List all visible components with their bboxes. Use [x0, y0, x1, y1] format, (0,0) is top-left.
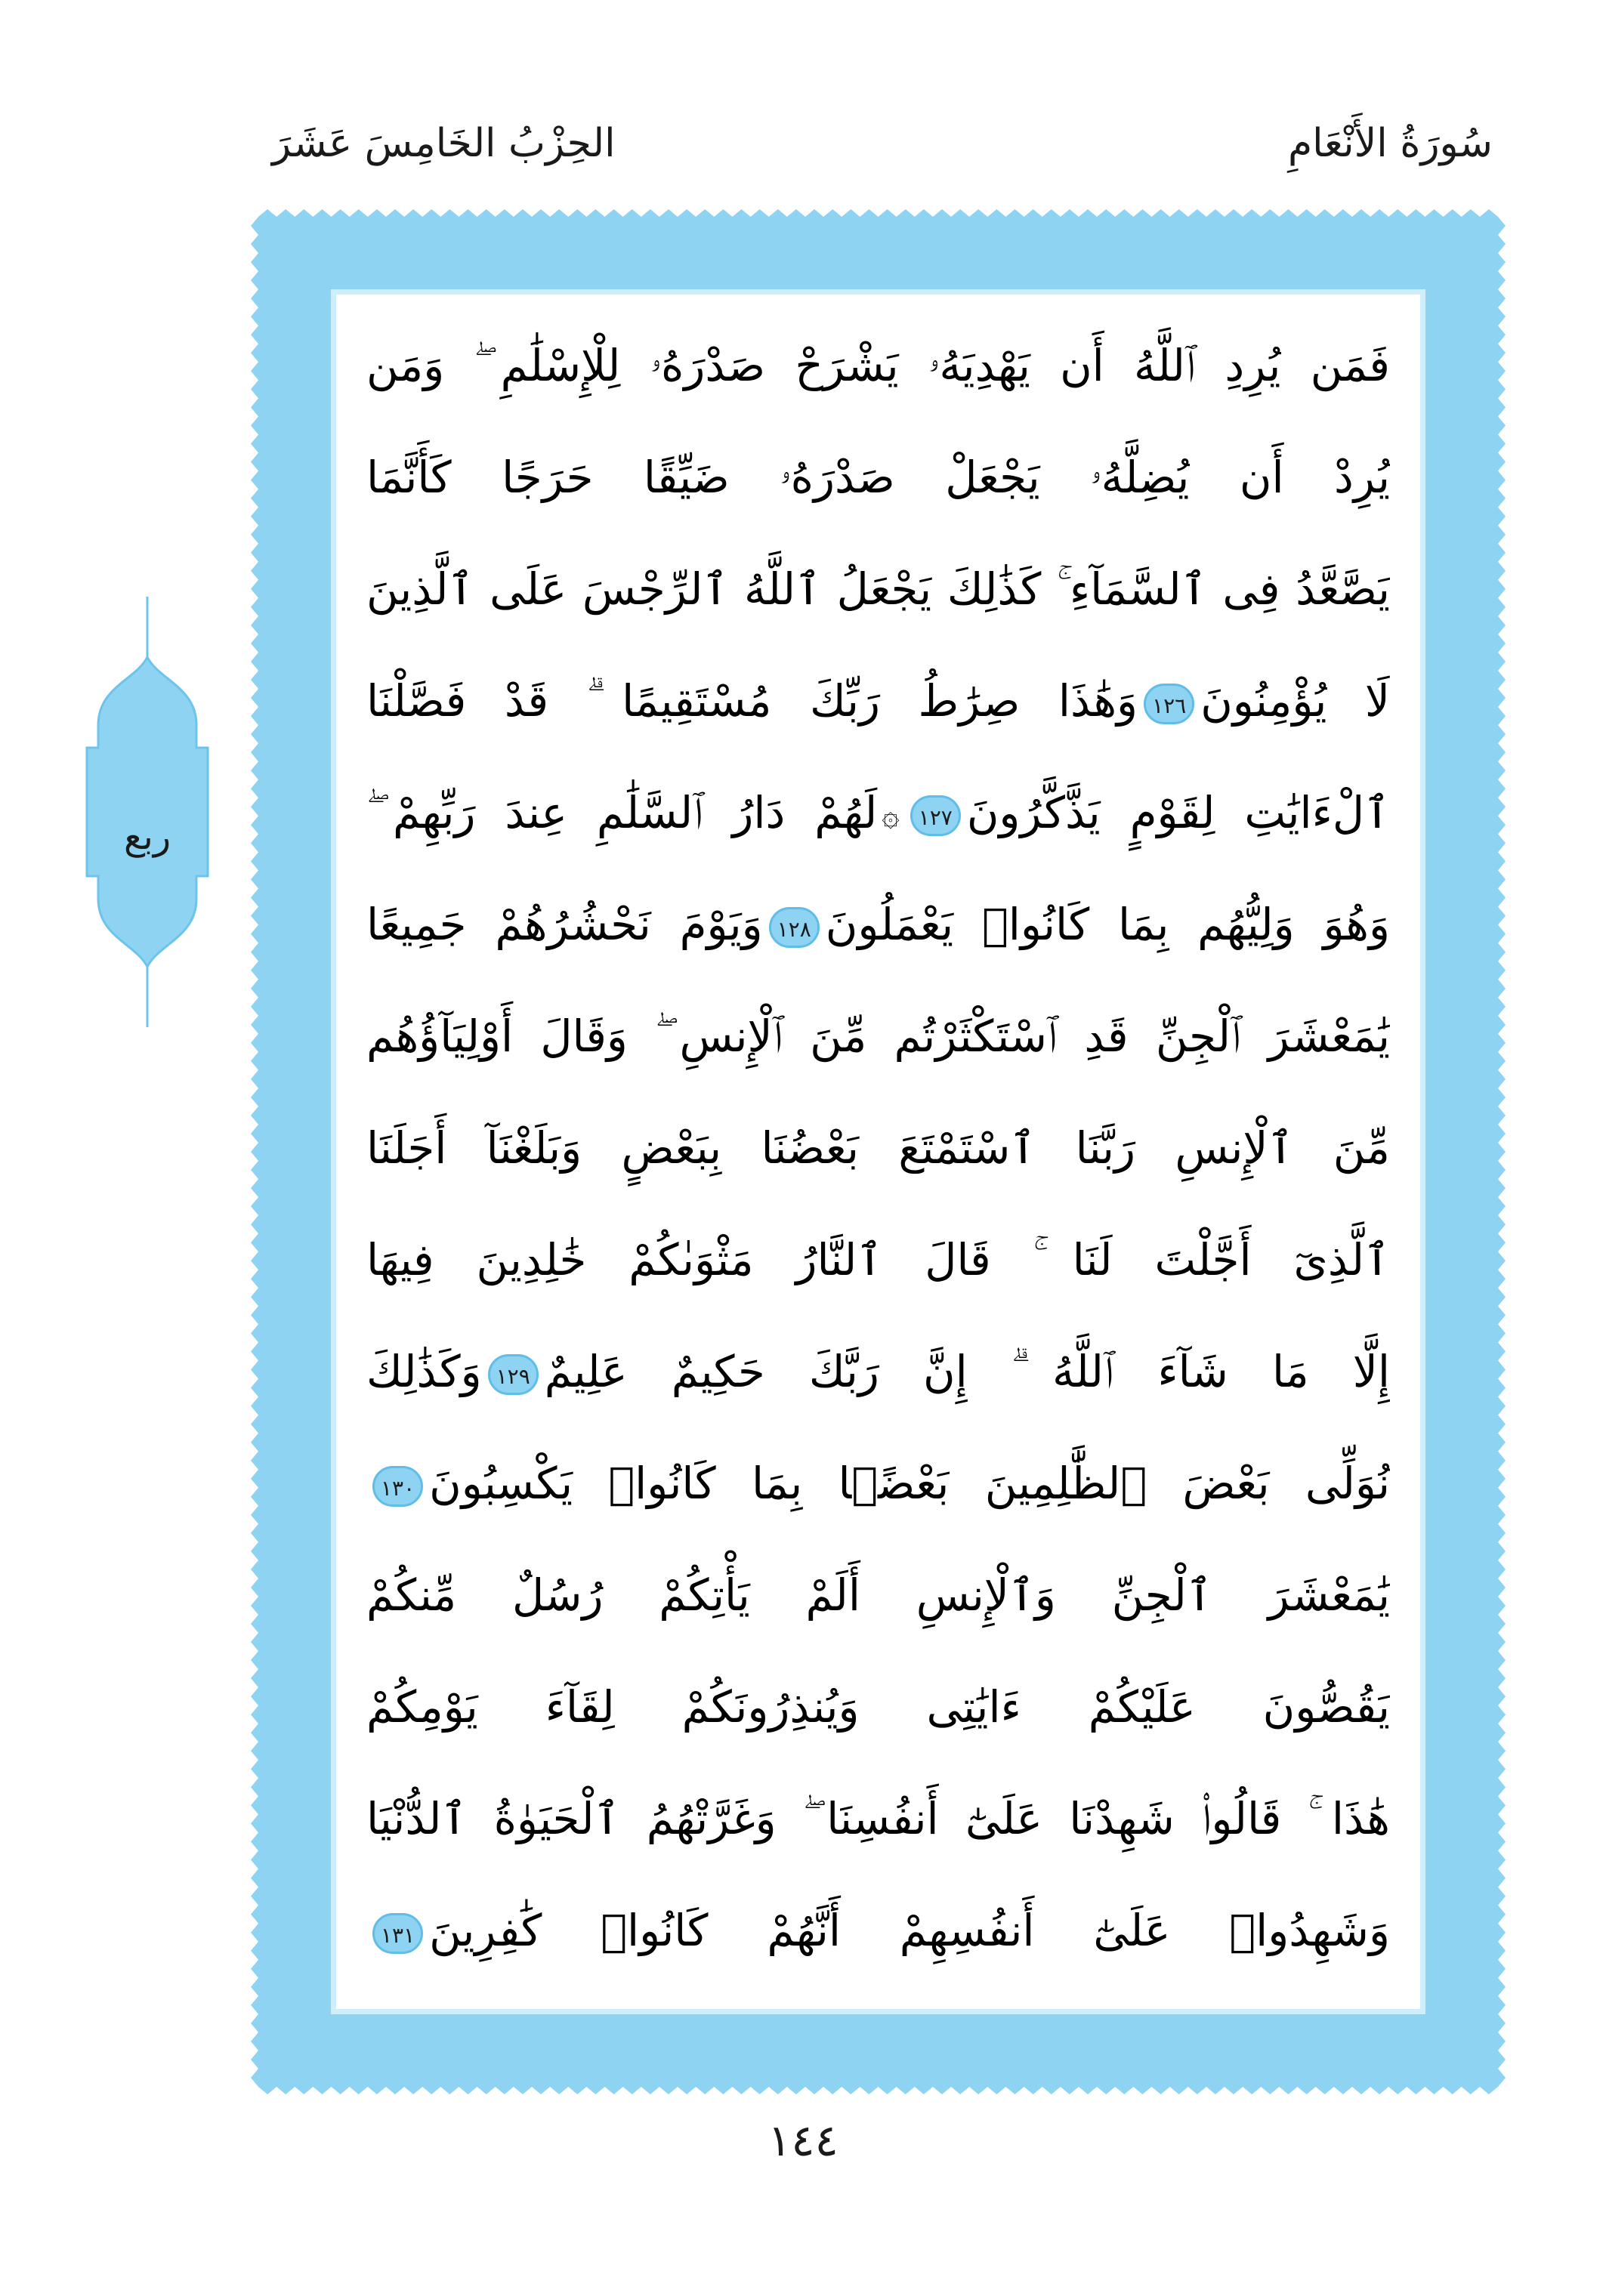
text-line: ٱلَّذِىٓ أَجَّلْتَ لَنَا ۚ قَالَ ٱلنَّارُ مَثْوَىٰكُمْ خَٰلِدِينَ فِيهَا: [366, 1234, 1390, 1285]
text-line: هَٰذَا ۚ قَالُوا۟ شَهِدْنَا عَلَىٰٓ أَنفُسِنَا ۖ وَغَرَّتْهُمُ ٱلْحَيَوٰةُ ٱلدُّنْيَا: [366, 1793, 1390, 1844]
text-line: يَٰمَعْشَرَ ٱلْجِنِّ وَٱلْإِنسِ أَلَمْ يَأْتِكُمْ رُسُلٌ مِّنكُمْ: [366, 1569, 1390, 1621]
text-line: يَصَّعَّدُ فِى ٱلسَّمَآءِ ۚ كَذَٰلِكَ يَجْعَلُ ٱللَّهُ ٱلرِّجْسَ عَلَى ٱلَّذِينَ: [366, 563, 1390, 615]
text-line: مِّنَ ٱلْإِنسِ رَبَّنَا ٱسْتَمْتَعَ بَعْضُنَا بِبَعْضٍ وَبَلَغْنَآ أَجَلَنَا: [366, 1122, 1390, 1174]
rub-marker-shape: [83, 597, 212, 1027]
text-line: فَمَن يُرِدِ ٱللَّهُ أَن يَهْدِيَهُۥ يَشْرَحْ صَدْرَهُۥ لِلْإِسْلَٰمِ ۖ وَمَن: [366, 340, 1390, 391]
text-line: يُرِدْ أَن يُضِلَّهُۥ يَجْعَلْ صَدْرَهُۥ ضَيِّقًا حَرَجًا كَأَنَّمَا: [366, 452, 1390, 503]
text-line: يَقُصُّونَ عَلَيْكُمْ ءَايَٰتِى وَيُنذِرُونَكُمْ لِقَآءَ يَوْمِكُمْ: [366, 1681, 1390, 1733]
ayah-number-marker: ١٢٧: [910, 795, 961, 836]
rub-marker: [83, 597, 212, 1027]
surah-title: سُورَةُ الأَنْعَامِ: [1287, 121, 1493, 166]
text-line: ٱلْءَايَٰتِ لِقَوْمٍ يَذَّكَّرُونَ١٢٧۞لَهُمْ دَارُ ٱلسَّلَٰمِ عِندَ رَبِّهِمْ ۖ: [366, 757, 1390, 869]
text-line: وَشَهِدُوا۟ عَلَىٰٓ أَنفُسِهِمْ أَنَّهُمْ كَانُوا۟ كَٰفِرِينَ١٣١: [366, 1875, 1390, 1986]
text-line: وَهُوَ وَلِيُّهُم بِمَا كَانُوا۟ يَعْمَلُونَ١٢٨وَيَوْمَ نَحْشُرُهُمْ جَمِيعًا: [366, 899, 1390, 950]
ayah-number-marker: ١٣١: [372, 1913, 423, 1954]
rub-label: ربع: [123, 816, 171, 858]
ayah-number-marker: ١٢٦: [1144, 684, 1194, 724]
hizb-title: الحِزْبُ الخَامِسَ عَشَرَ: [272, 121, 616, 166]
ayah-number-marker: ١٢٩: [488, 1354, 539, 1395]
text-line: إِلَّا مَا شَآءَ ٱللَّهُ ۗ إِنَّ رَبَّكَ حَكِيمٌ عَلِيمٌ١٢٩وَكَذَٰلِكَ: [366, 1346, 1390, 1397]
text-area: [336, 295, 1420, 2009]
ayah-number-marker: ١٢٨: [769, 907, 820, 948]
text-line: نُوَلِّى بَعْضَ ٱلظَّٰلِمِينَ بَعْضًۢا بِمَا كَانُوا۟ يَكْسِبُونَ١٣٠: [366, 1427, 1390, 1539]
ayah-number-marker: ١٣٠: [372, 1466, 423, 1507]
page-frame: [249, 208, 1507, 2096]
page-number: ١٤٤: [767, 2115, 839, 2166]
rub-star-icon: ۞: [882, 798, 900, 833]
text-line: يَٰمَعْشَرَ ٱلْجِنِّ قَدِ ٱسْتَكْثَرْتُم مِّنَ ٱلْإِنسِ ۖ وَقَالَ أَوْلِيَآؤُهُم: [366, 1011, 1390, 1062]
text-line: لَا يُؤْمِنُونَ١٢٦وَهَٰذَا صِرَٰطُ رَبِّكَ مُسْتَقِيمًا ۗ قَدْ فَصَّلْنَا: [366, 675, 1390, 727]
